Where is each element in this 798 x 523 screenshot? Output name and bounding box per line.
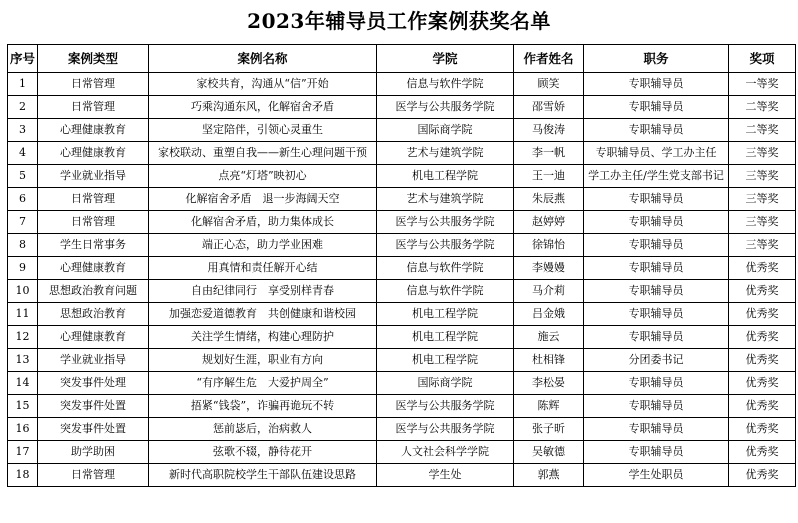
cell-case-type: 思想政治教育问题 [38,280,149,303]
cell-seq: 18 [8,464,38,487]
cell-case-name: 家校共育，沟通从“信”开始 [149,73,377,96]
cell-case-type: 学业就业指导 [38,349,149,372]
cell-author: 赵婷婷 [514,211,584,234]
cell-award: 三等奖 [729,165,796,188]
cell-author: 王一迪 [514,165,584,188]
cell-case-type: 日常管理 [38,464,149,487]
cell-seq: 10 [8,280,38,303]
cell-college: 医学与公共服务学院 [377,418,514,441]
cell-case-type: 日常管理 [38,96,149,119]
cell-author: 李一帆 [514,142,584,165]
cell-seq: 2 [8,96,38,119]
cell-award: 优秀奖 [729,372,796,395]
table-row [8,96,796,119]
table-row [8,257,796,280]
header-seq: 序号 [8,45,38,73]
cell-college: 机电工程学院 [377,326,514,349]
cell-college: 人文社会科学学院 [377,441,514,464]
document-title: 2023年辅导员工作案例获奖名单 [247,9,551,33]
cell-case-type: 日常管理 [38,211,149,234]
table-body [8,73,796,487]
cell-seq: 6 [8,188,38,211]
cell-case-name: 坚定陪伴，引领心灵重生 [149,119,377,142]
cell-college: 医学与公共服务学院 [377,395,514,418]
cell-award: 优秀奖 [729,464,796,487]
cell-case-name: 惩前毖后，治病救人 [149,418,377,441]
cell-case-type: 心理健康教育 [38,326,149,349]
cell-seq: 13 [8,349,38,372]
cell-position: 分团委书记 [584,349,729,372]
cell-college: 信息与软件学院 [377,257,514,280]
table-row [8,418,796,441]
cell-position: 专职辅导员 [584,303,729,326]
table-row [8,349,796,372]
table-row [8,464,796,487]
cell-case-name: 端正心态，助力学业困难 [149,234,377,257]
cell-position: 专职辅导员 [584,418,729,441]
cell-seq: 9 [8,257,38,280]
cell-case-type: 日常管理 [38,73,149,96]
cell-case-name: 用真情和责任解开心结 [149,257,377,280]
cell-award: 二等奖 [729,119,796,142]
cell-position: 专职辅导员 [584,280,729,303]
cell-case-name: 巧乘沟通东风，化解宿舍矛盾 [149,96,377,119]
cell-case-name: 化解宿舍矛盾，助力集体成长 [149,211,377,234]
cell-author: 朱辰燕 [514,188,584,211]
table-row [8,119,796,142]
table-row [8,165,796,188]
awards-table [7,44,796,487]
cell-position: 专职辅导员 [584,257,729,280]
cell-author: 马俊涛 [514,119,584,142]
cell-college: 医学与公共服务学院 [377,234,514,257]
cell-seq: 12 [8,326,38,349]
cell-author: 邵雪娇 [514,96,584,119]
cell-college: 艺术与建筑学院 [377,188,514,211]
cell-case-type: 思想政治教育 [38,303,149,326]
table-row [8,234,796,257]
cell-position: 专职辅导员 [584,73,729,96]
cell-seq: 15 [8,395,38,418]
header-author: 作者姓名 [514,45,584,73]
header-case-name: 案例名称 [149,45,377,73]
cell-author: 张子昕 [514,418,584,441]
cell-author: 马介莉 [514,280,584,303]
cell-case-name: “有序解生危 大爱护周全” [149,372,377,395]
cell-college: 机电工程学院 [377,349,514,372]
cell-award: 优秀奖 [729,303,796,326]
cell-position: 专职辅导员 [584,119,729,142]
cell-seq: 16 [8,418,38,441]
cell-award: 三等奖 [729,142,796,165]
cell-author: 杜相锋 [514,349,584,372]
cell-college: 信息与软件学院 [377,280,514,303]
cell-award: 三等奖 [729,211,796,234]
table-row [8,395,796,418]
cell-author: 陈辉 [514,395,584,418]
cell-position: 专职辅导员 [584,395,729,418]
cell-author: 施云 [514,326,584,349]
cell-case-type: 心理健康教育 [38,119,149,142]
cell-author: 李嫚嫚 [514,257,584,280]
cell-award: 优秀奖 [729,280,796,303]
cell-college: 机电工程学院 [377,303,514,326]
cell-author: 郭燕 [514,464,584,487]
cell-college: 医学与公共服务学院 [377,96,514,119]
cell-author: 吕金娥 [514,303,584,326]
table-header-row [8,45,796,73]
cell-college: 学生处 [377,464,514,487]
cell-college: 艺术与建筑学院 [377,142,514,165]
cell-case-name: 加强恋爱道德教育 共创健康和谐校园 [149,303,377,326]
cell-case-name: 关注学生情绪，构建心理防护 [149,326,377,349]
cell-award: 三等奖 [729,234,796,257]
table-row [8,326,796,349]
cell-seq: 4 [8,142,38,165]
cell-seq: 5 [8,165,38,188]
cell-case-type: 突发事件处置 [38,395,149,418]
cell-position: 专职辅导员 [584,188,729,211]
header-position: 职务 [584,45,729,73]
cell-case-name: 规划好生涯，职业有方向 [149,349,377,372]
cell-case-type: 学业就业指导 [38,165,149,188]
table-row [8,188,796,211]
cell-seq: 14 [8,372,38,395]
cell-case-name: 化解宿舍矛盾 退一步海阔天空 [149,188,377,211]
cell-case-name: 弦歌不辍，静待花开 [149,441,377,464]
cell-award: 优秀奖 [729,395,796,418]
table-row [8,441,796,464]
cell-position: 专职辅导员 [584,326,729,349]
cell-case-name: 新时代高职院校学生干部队伍建设思路 [149,464,377,487]
cell-college: 国际商学院 [377,372,514,395]
cell-seq: 8 [8,234,38,257]
cell-award: 优秀奖 [729,418,796,441]
cell-author: 李松晏 [514,372,584,395]
cell-college: 机电工程学院 [377,165,514,188]
cell-position: 专职辅导员 [584,441,729,464]
cell-case-type: 突发事件处置 [38,418,149,441]
table-row [8,73,796,96]
cell-case-name: 家校联动、重塑自我——新生心理问题干预 [149,142,377,165]
cell-award: 一等奖 [729,73,796,96]
cell-college: 医学与公共服务学院 [377,211,514,234]
cell-seq: 17 [8,441,38,464]
cell-case-type: 日常管理 [38,188,149,211]
cell-position: 专职辅导员 [584,96,729,119]
cell-seq: 1 [8,73,38,96]
cell-position: 学生处职员 [584,464,729,487]
cell-case-name: 点亮“灯塔”映初心 [149,165,377,188]
cell-case-type: 心理健康教育 [38,257,149,280]
table-row [8,211,796,234]
cell-position: 专职辅导员 [584,234,729,257]
cell-college: 信息与软件学院 [377,73,514,96]
header-case-type: 案例类型 [38,45,149,73]
cell-seq: 3 [8,119,38,142]
cell-award: 优秀奖 [729,349,796,372]
cell-seq: 11 [8,303,38,326]
table-row [8,303,796,326]
cell-case-name: 捂紧“钱袋”，诈骗再诡玩不转 [149,395,377,418]
cell-case-type: 学生日常事务 [38,234,149,257]
cell-award: 优秀奖 [729,257,796,280]
cell-author: 徐锦怡 [514,234,584,257]
cell-position: 学工办主任/学生党支部书记 [584,165,729,188]
cell-case-type: 突发事件处理 [38,372,149,395]
table-row [8,372,796,395]
table-row [8,142,796,165]
header-award: 奖项 [729,45,796,73]
cell-award: 三等奖 [729,188,796,211]
cell-author: 吴敏德 [514,441,584,464]
cell-award: 优秀奖 [729,326,796,349]
header-college: 学院 [377,45,514,73]
cell-seq: 7 [8,211,38,234]
cell-college: 国际商学院 [377,119,514,142]
cell-case-name: 自由纪律同行 享受别样青春 [149,280,377,303]
cell-case-type: 心理健康教育 [38,142,149,165]
cell-award: 优秀奖 [729,441,796,464]
cell-award: 二等奖 [729,96,796,119]
cell-author: 顾笑 [514,73,584,96]
table-row [8,280,796,303]
cell-case-type: 助学助困 [38,441,149,464]
cell-position: 专职辅导员、学工办主任 [584,142,729,165]
cell-position: 专职辅导员 [584,211,729,234]
cell-position: 专职辅导员 [584,372,729,395]
